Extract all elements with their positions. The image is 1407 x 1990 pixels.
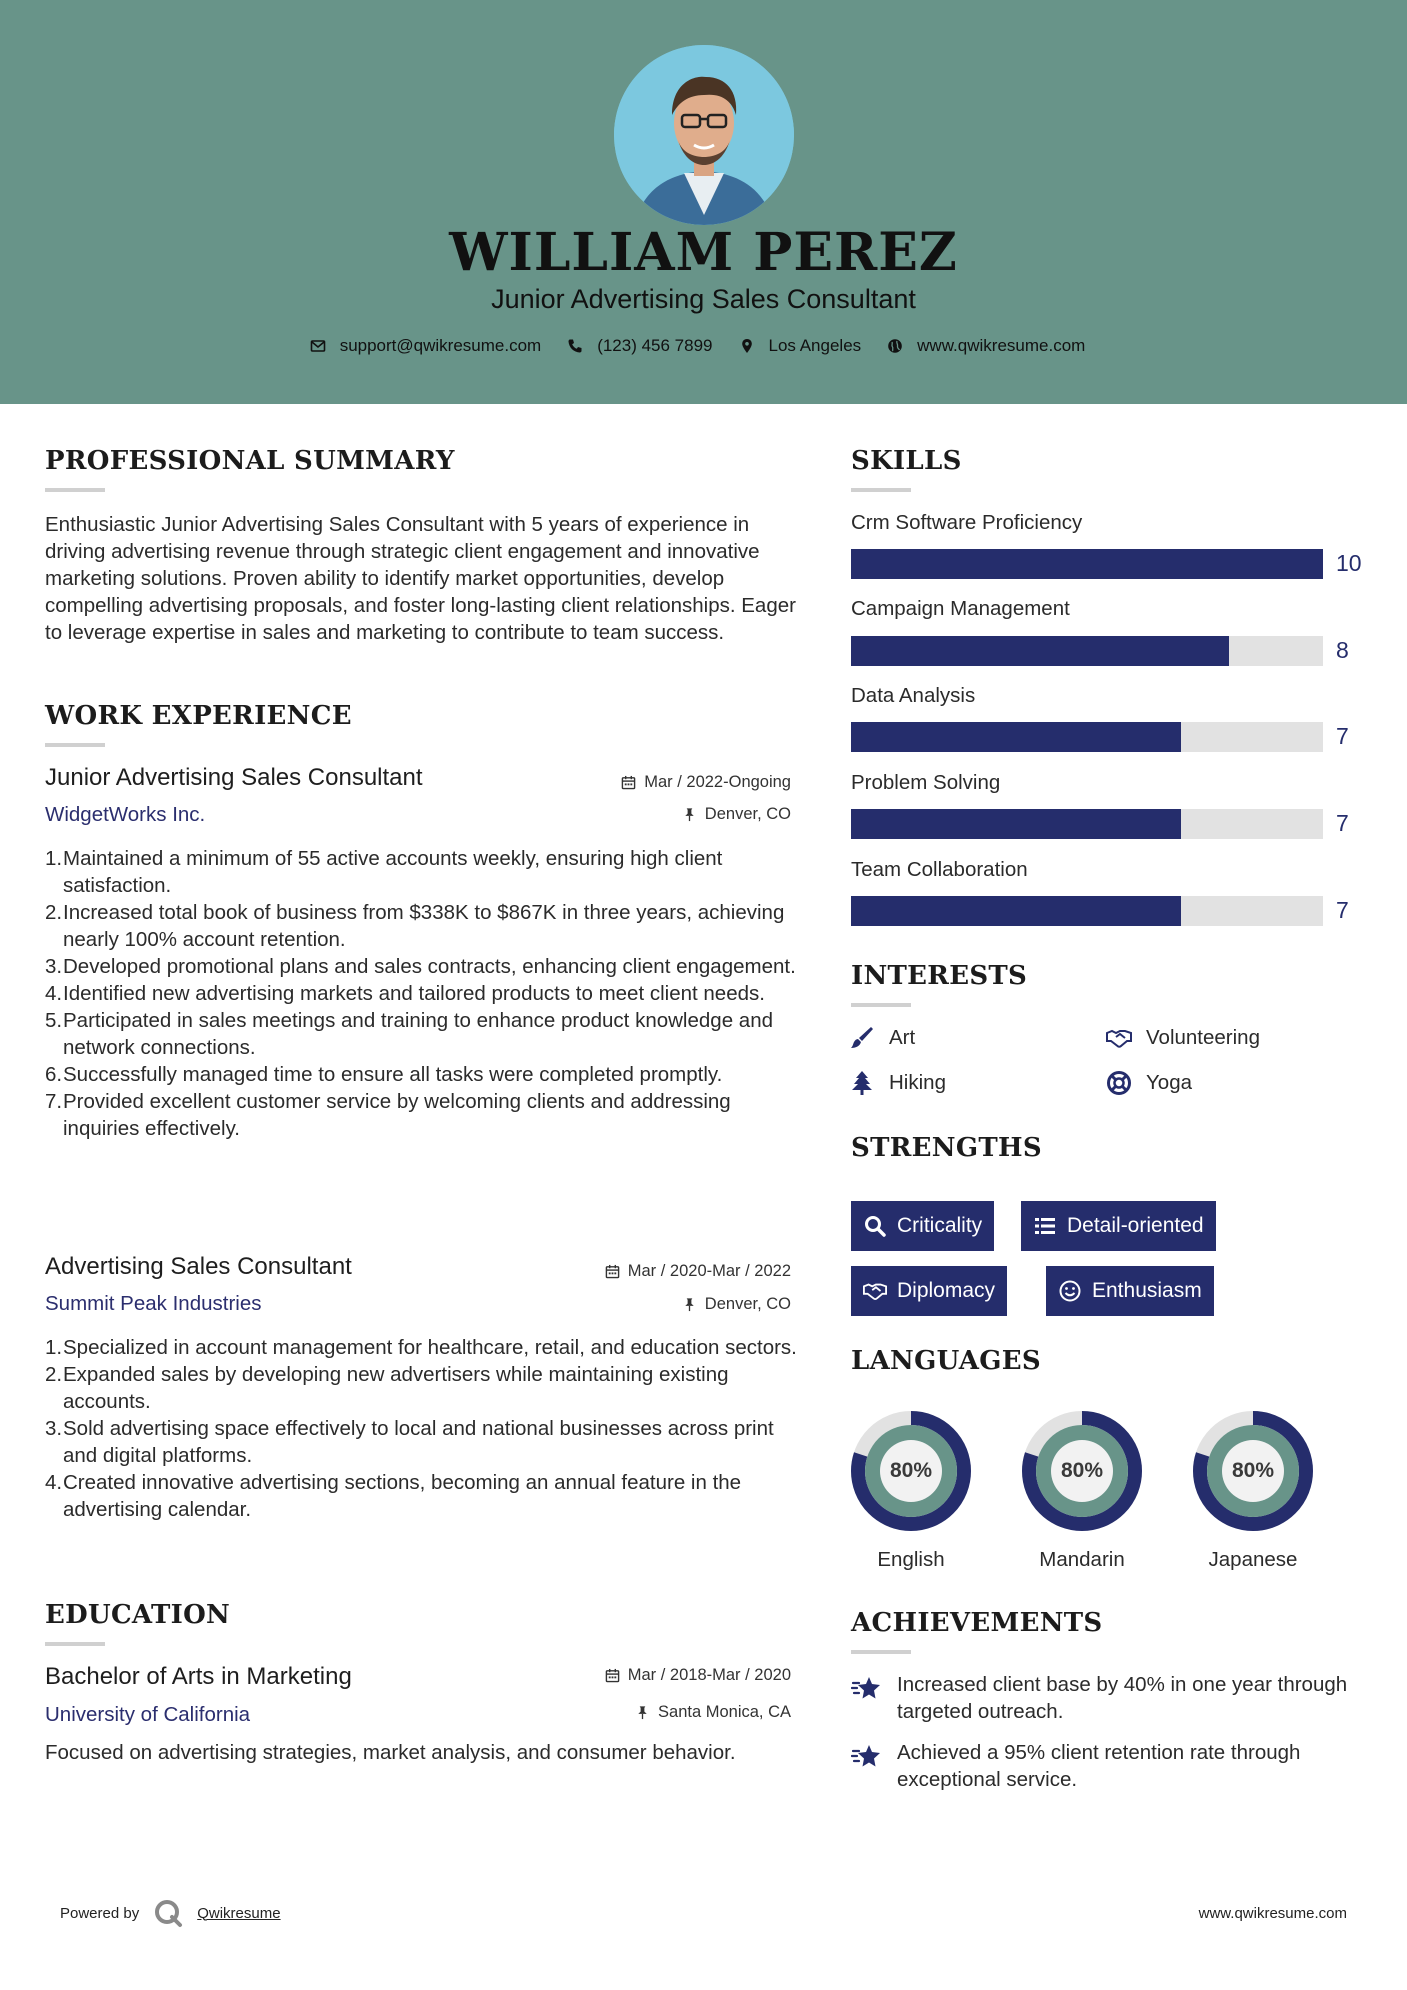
education-dates (500, 1666, 791, 1685)
skills-heading: SKILLS (851, 446, 962, 476)
skill-label: Crm Software Proficiency (851, 511, 1083, 534)
lifering-icon (1106, 1070, 1132, 1096)
skill-bar (851, 896, 1323, 926)
language-name: English (877, 1548, 945, 1571)
powered-by-label: Powered by (60, 1904, 140, 1922)
interest-volunteering: Volunteering (1106, 1025, 1260, 1051)
list-item: 3. Developed promotional plans and sales contracts, enhancing client engagement. (45, 955, 796, 978)
contact-bar (0, 336, 1407, 356)
skills-rule (851, 488, 911, 492)
contact-website[interactable] (887, 336, 1085, 356)
list-item: 6. Successfully managed time to ensure all tasks were completed promptly. (45, 1063, 723, 1086)
achievements-heading: ACHIEVEMENTS (851, 1608, 1103, 1638)
languages-heading: LANGUAGES (851, 1346, 1041, 1376)
skill-label: Data Analysis (851, 684, 976, 707)
footer-website[interactable]: www.qwikresume.com (1198, 1905, 1347, 1922)
skill-label: Campaign Management (851, 597, 1070, 620)
interest-yoga: Yoga (1106, 1070, 1192, 1096)
job-2-company: Summit Peak Industries (45, 1292, 262, 1315)
education-degree: Bachelor of Arts in Marketing (45, 1663, 352, 1690)
job-1-bullets (45, 845, 803, 1142)
star-badge-icon (851, 1673, 883, 1705)
language-japanese (1190, 1408, 1316, 1571)
skill-value: 8 (1336, 637, 1349, 663)
resume-header (0, 0, 1407, 404)
handshake-icon (1106, 1025, 1132, 1051)
contact-website-text: www.qwikresume.com (917, 336, 1086, 355)
skill-value: 7 (1336, 897, 1349, 923)
skill-bar-fill (851, 722, 1181, 752)
education-dates-text: Mar / 2018-Mar / 2020 (627, 1666, 791, 1684)
list-item: 2. Expanded sales by developing new advertisers while maintaining existing accounts. (45, 1363, 729, 1413)
job-2-role: Advertising Sales Consultant (45, 1253, 352, 1280)
candidate-name: WILLIAM PEREZ (449, 222, 958, 283)
skill-label: Problem Solving (851, 771, 1001, 794)
list-item: 5. Participated in sales meetings and training to enhance product knowledge and network connections. (45, 1009, 773, 1059)
search-icon (863, 1214, 887, 1238)
footer-powered-by (60, 1898, 281, 1928)
globe-icon (887, 338, 903, 354)
language-english (848, 1408, 974, 1571)
job-1-company: WidgetWorks Inc. (45, 803, 206, 826)
summary-heading: PROFESSIONAL SUMMARY (45, 446, 455, 476)
profile-photo (614, 45, 794, 225)
pushpin-icon (635, 1705, 650, 1720)
achievements-rule (851, 1650, 911, 1654)
calendar-icon (605, 1668, 620, 1683)
job-2-location-text: Denver, CO (704, 1295, 791, 1313)
language-name: Mandarin (1039, 1548, 1125, 1571)
calendar-icon (621, 775, 636, 790)
skill-bar (851, 636, 1323, 666)
envelope-icon (310, 338, 326, 354)
strength-criticality: Criticality (851, 1201, 994, 1251)
strength-detail-oriented: Detail-oriented (1021, 1201, 1216, 1251)
list-item: 3. Sold advertising space effectively to local and national businesses across print and digital platforms. (45, 1417, 774, 1467)
job-1-role: Junior Advertising Sales Consultant (45, 764, 423, 791)
job-1-location-text: Denver, CO (704, 805, 791, 823)
list-item: 2. Increased total book of business from $338K to $867K in three years, achieving nearly 100% account retention. (45, 901, 785, 951)
phone-icon (567, 338, 583, 354)
achievement-item: Increased client base by 40% in one year through targeted outreach. (851, 1671, 1371, 1725)
job-1-dates-text: Mar / 2022-Ongoing (644, 773, 791, 791)
education-location (500, 1703, 791, 1722)
skill-bar (851, 549, 1323, 579)
list-icon (1033, 1214, 1057, 1238)
candidate-title: Junior Advertising Sales Consultant (491, 284, 916, 314)
strengths-heading: STRENGTHS (851, 1133, 1042, 1163)
skill-value: 7 (1336, 723, 1349, 749)
education-heading: EDUCATION (45, 1600, 231, 1630)
contact-email-text: support@qwikresume.com (339, 336, 542, 355)
skill-value: 10 (1336, 550, 1362, 576)
map-pin-icon (739, 338, 755, 354)
list-item: 1. Specialized in account management for healthcare, retail, and education sectors. (45, 1336, 797, 1359)
list-item: 4. Created innovative advertising sections, becoming an annual feature in the advertising calendar. (45, 1471, 742, 1521)
list-item: 4. Identified new advertising markets and tailored products to meet client needs. (45, 982, 765, 1005)
skill-bar (851, 722, 1323, 752)
qwikresume-logo-icon (153, 1898, 183, 1928)
summary-text: Enthusiastic Junior Advertising Sales Consultant with 5 years of experience in driving advertising revenue through strategic client engagement and innovative marketing solutions. Proven ability to identify market opportunities, develop compelling advertising proposals, and foster long-lasting client relationships. Eager to leverage expertise in sales and marketing to contribute to team success. (45, 513, 796, 644)
job-1-dates (500, 773, 791, 792)
paintbrush-icon (849, 1025, 875, 1051)
skill-bar-fill (851, 636, 1229, 666)
strength-enthusiasm: Enthusiasm (1046, 1266, 1214, 1316)
list-item: 1. Maintained a minimum of 55 active accounts weekly, ensuring high client satisfaction. (45, 847, 723, 897)
job-1-location (500, 805, 791, 824)
skill-value: 7 (1336, 810, 1349, 836)
interest-hiking: Hiking (849, 1070, 946, 1096)
education-location-text: Santa Monica, CA (658, 1703, 791, 1721)
smile-icon (1058, 1279, 1082, 1303)
experience-heading: WORK EXPERIENCE (45, 701, 352, 731)
summary-rule (45, 488, 105, 492)
skill-bar-fill (851, 896, 1181, 926)
contact-location-text: Los Angeles (768, 336, 862, 355)
language-percent: 80% (889, 1459, 933, 1482)
job-2-dates (500, 1262, 791, 1281)
handshake-icon (863, 1279, 887, 1303)
contact-location (739, 336, 862, 356)
language-mandarin (1019, 1408, 1145, 1571)
interest-art: Art (849, 1025, 915, 1051)
contact-email[interactable] (310, 336, 542, 356)
pushpin-icon (682, 807, 697, 822)
contact-phone[interactable] (567, 336, 712, 356)
skill-bar-fill (851, 549, 1323, 579)
skill-bar-fill (851, 809, 1181, 839)
language-percent: 80% (1231, 1459, 1275, 1482)
contact-phone-text: (123) 456 7899 (597, 336, 713, 355)
pushpin-icon (682, 1297, 697, 1312)
interests-rule (851, 1003, 911, 1007)
language-name: Japanese (1208, 1548, 1298, 1571)
job-2-location (500, 1295, 791, 1314)
star-badge-icon (851, 1741, 883, 1773)
strength-diplomacy: Diplomacy (851, 1266, 1007, 1316)
qwikresume-link[interactable]: Qwikresume (197, 1904, 281, 1922)
job-2-dates-text: Mar / 2020-Mar / 2022 (627, 1262, 791, 1280)
job-2-bullets (45, 1334, 803, 1523)
language-percent: 80% (1060, 1459, 1104, 1482)
achievement-item: Achieved a 95% client retention rate through exceptional service. (851, 1739, 1371, 1793)
education-rule (45, 1642, 105, 1646)
education-school: University of California (45, 1703, 251, 1726)
skill-label: Team Collaboration (851, 858, 1028, 881)
tree-icon (849, 1070, 875, 1096)
calendar-icon (605, 1264, 620, 1279)
skill-bar (851, 809, 1323, 839)
list-item: 7. Provided excellent customer service by welcoming clients and addressing inquiries effectively. (45, 1090, 731, 1140)
education-text: Focused on advertising strategies, market analysis, and consumer behavior. (45, 1741, 736, 1764)
experience-rule (45, 743, 105, 747)
interests-heading: INTERESTS (851, 961, 1028, 991)
